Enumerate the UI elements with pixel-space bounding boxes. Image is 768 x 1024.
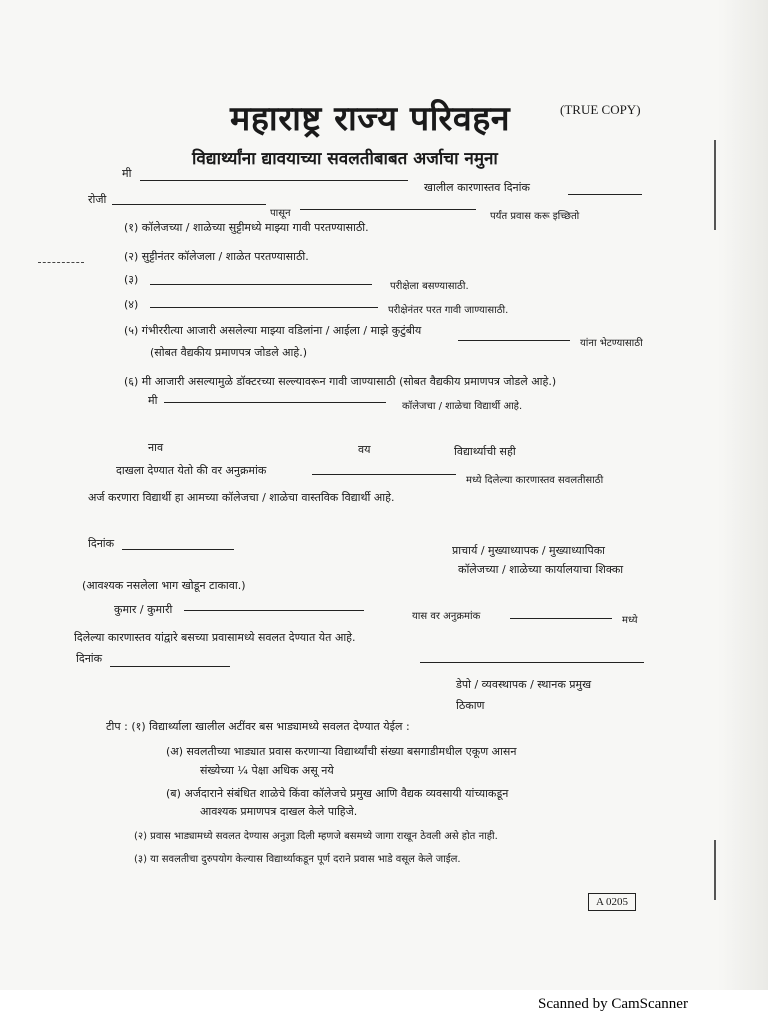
reason-5-note: (सोबत वैद्यकीय प्रमाणपत्र जोडले आहे.) xyxy=(150,346,308,359)
label-mi: मी xyxy=(122,167,132,180)
label-roji: रोजी xyxy=(88,193,107,206)
label-office-stamp: कॉलेजच्या / शाळेच्या कार्यालयाचा शिक्का xyxy=(458,563,624,576)
reason-5-suffix: यांना भेटण्यासाठी xyxy=(580,338,643,349)
reason-5: (५) गंभीररीत्या आजारी असलेल्या माझ्या वडिलांना / आईला / माझे कुटुंबीय xyxy=(124,324,422,337)
blank-depot-serial xyxy=(510,618,612,619)
blank-reason-3 xyxy=(150,284,372,285)
note-2: (२) प्रवास भाड्यामध्ये सवलत देण्यास अनुज्ञा दिली म्हणजे बसमध्ये जागा राखून ठेवली असे होत नाही. xyxy=(134,831,498,842)
blank-cert-date xyxy=(122,549,234,550)
note-1b-line1: (ब) अर्जदाराने संबंधित शाळेचे किंवा कॉलेजचे प्रमुख आणि वैद्यक व्यवसायी यांच्याकडून xyxy=(166,787,509,800)
label-college-student: कॉलेजचा / शाळेचा विद्यार्थी आहे. xyxy=(402,401,523,412)
true-copy-label: (TRUE COPY) xyxy=(560,102,641,117)
blank-date-line xyxy=(568,194,642,195)
depot-line2: दिलेल्या कारणास्तव यांद्वारे बसच्या प्रवासामध्ये सवलत देण्यात येत आहे. xyxy=(74,631,356,644)
cert-line1-b: मध्ये दिलेल्या कारणास्तव सवलतीसाठी xyxy=(466,475,604,486)
label-kumar: कुमार / कुमारी xyxy=(114,603,173,616)
reason-4-suffix: परीक्षेनंतर परत गावी जाण्यासाठी. xyxy=(388,305,509,316)
cert-line1-a: दाखला देण्यात येतो की वर अनुक्रमांक xyxy=(116,464,267,477)
blank-student-name xyxy=(184,610,364,611)
blank-name-line xyxy=(140,180,408,181)
blank-to-line xyxy=(300,209,476,210)
strike-note: (आवश्यक नसलेला भाग खोडून टाकावा.) xyxy=(82,579,246,592)
reason-4-number: (४) xyxy=(124,298,139,311)
blank-reason-4 xyxy=(150,307,378,308)
note-3: (३) या सवलतीचा दुरुपयोग केल्यास विद्यार्थ्याकडून पूर्ण दराने प्रवास भाडे वसूल केले जाईल. xyxy=(134,854,461,865)
note-1a-line2: संख्येच्या ¼ पेक्षा अधिक असू नये xyxy=(200,764,334,777)
label-karnastav-dinank: खालील कारणास्तव दिनांक xyxy=(424,181,530,194)
label-yas-var: यास वर अनुक्रमांक xyxy=(412,611,481,622)
margin-dash-mark xyxy=(38,262,84,263)
label-thikan: ठिकाण xyxy=(456,699,485,712)
reason-3-number: (३) xyxy=(124,273,139,286)
label-madhye: मध्ये xyxy=(622,615,638,626)
note-1a-line1: (अ) सवलतीच्या भाड्यात प्रवास करणाऱ्या विद्यार्थ्यांची संख्या बसगाडीमधील एकूण आसन xyxy=(166,745,517,758)
page-edge-shadow xyxy=(718,0,768,1024)
cert-dinank: दिनांक xyxy=(88,537,115,550)
edge-stroke-bottom xyxy=(714,840,716,900)
blank-college-line xyxy=(164,402,386,403)
label-naav: नाव xyxy=(148,441,164,454)
note-1: टीप : (१) विद्यार्थ्याला खालील अटींवर बस भाड्यामध्ये सवलत देण्यात येईल : xyxy=(106,720,410,733)
form-subtitle: विद्यार्थ्यांना द्यावयाच्या सवलतीबाबत अर्जाचा नमुना xyxy=(192,149,498,169)
blank-manager-sign xyxy=(420,662,644,663)
blank-reason-5 xyxy=(458,340,570,341)
label-student-sign: विद्यार्थ्याची सही xyxy=(454,445,516,458)
document-title: महाराष्ट्र राज्य परिवहन xyxy=(230,99,511,139)
label-depot-manager: डेपो / व्यवस्थापक / स्थानक प्रमुख xyxy=(456,678,592,691)
blank-serial-line xyxy=(312,474,456,475)
label-pasun: पासून xyxy=(270,208,291,219)
label-mi-2: मी xyxy=(148,394,158,407)
scanner-watermark: Scanned by CamScanner xyxy=(538,996,688,1012)
reason-2: (२) सुट्टीनंतर कॉलेजला / शाळेत परतण्यासाठी. xyxy=(124,250,309,263)
edge-stroke-top xyxy=(714,140,716,230)
reason-1: (१) कॉलेजच्या / शाळेच्या सुट्टीमध्ये माझ्या गावी परतण्यासाठी. xyxy=(124,221,369,234)
depot-dinank: दिनांक xyxy=(76,652,103,665)
blank-from-line xyxy=(112,204,266,205)
cert-line2: अर्ज करणारा विद्यार्थी हा आमच्या कॉलेजचा / शाळेचा वास्तविक विद्यार्थी आहे. xyxy=(88,491,395,504)
label-vay: वय xyxy=(358,443,371,456)
label-paryant: पर्यंत प्रवास करू इच्छितो xyxy=(490,211,580,222)
blank-depot-date xyxy=(110,666,230,667)
note-1b-line2: आवश्यक प्रमाणपत्र दाखल केले पाहिजे. xyxy=(200,805,358,818)
label-principal: प्राचार्य / मुख्याध्यापक / मुख्याध्यापिका xyxy=(452,544,606,557)
reason-6: (६) मी आजारी असल्यामुळे डॉक्टरच्या सल्ल्यावरून गावी जाण्यासाठी (सोबत वैद्यकीय प्रमाणपत्र जोडले आहे.) xyxy=(124,375,557,388)
reason-3-suffix: परीक्षेला बसण्यासाठी. xyxy=(390,281,469,292)
form-code-box: A 0205 xyxy=(588,893,636,911)
